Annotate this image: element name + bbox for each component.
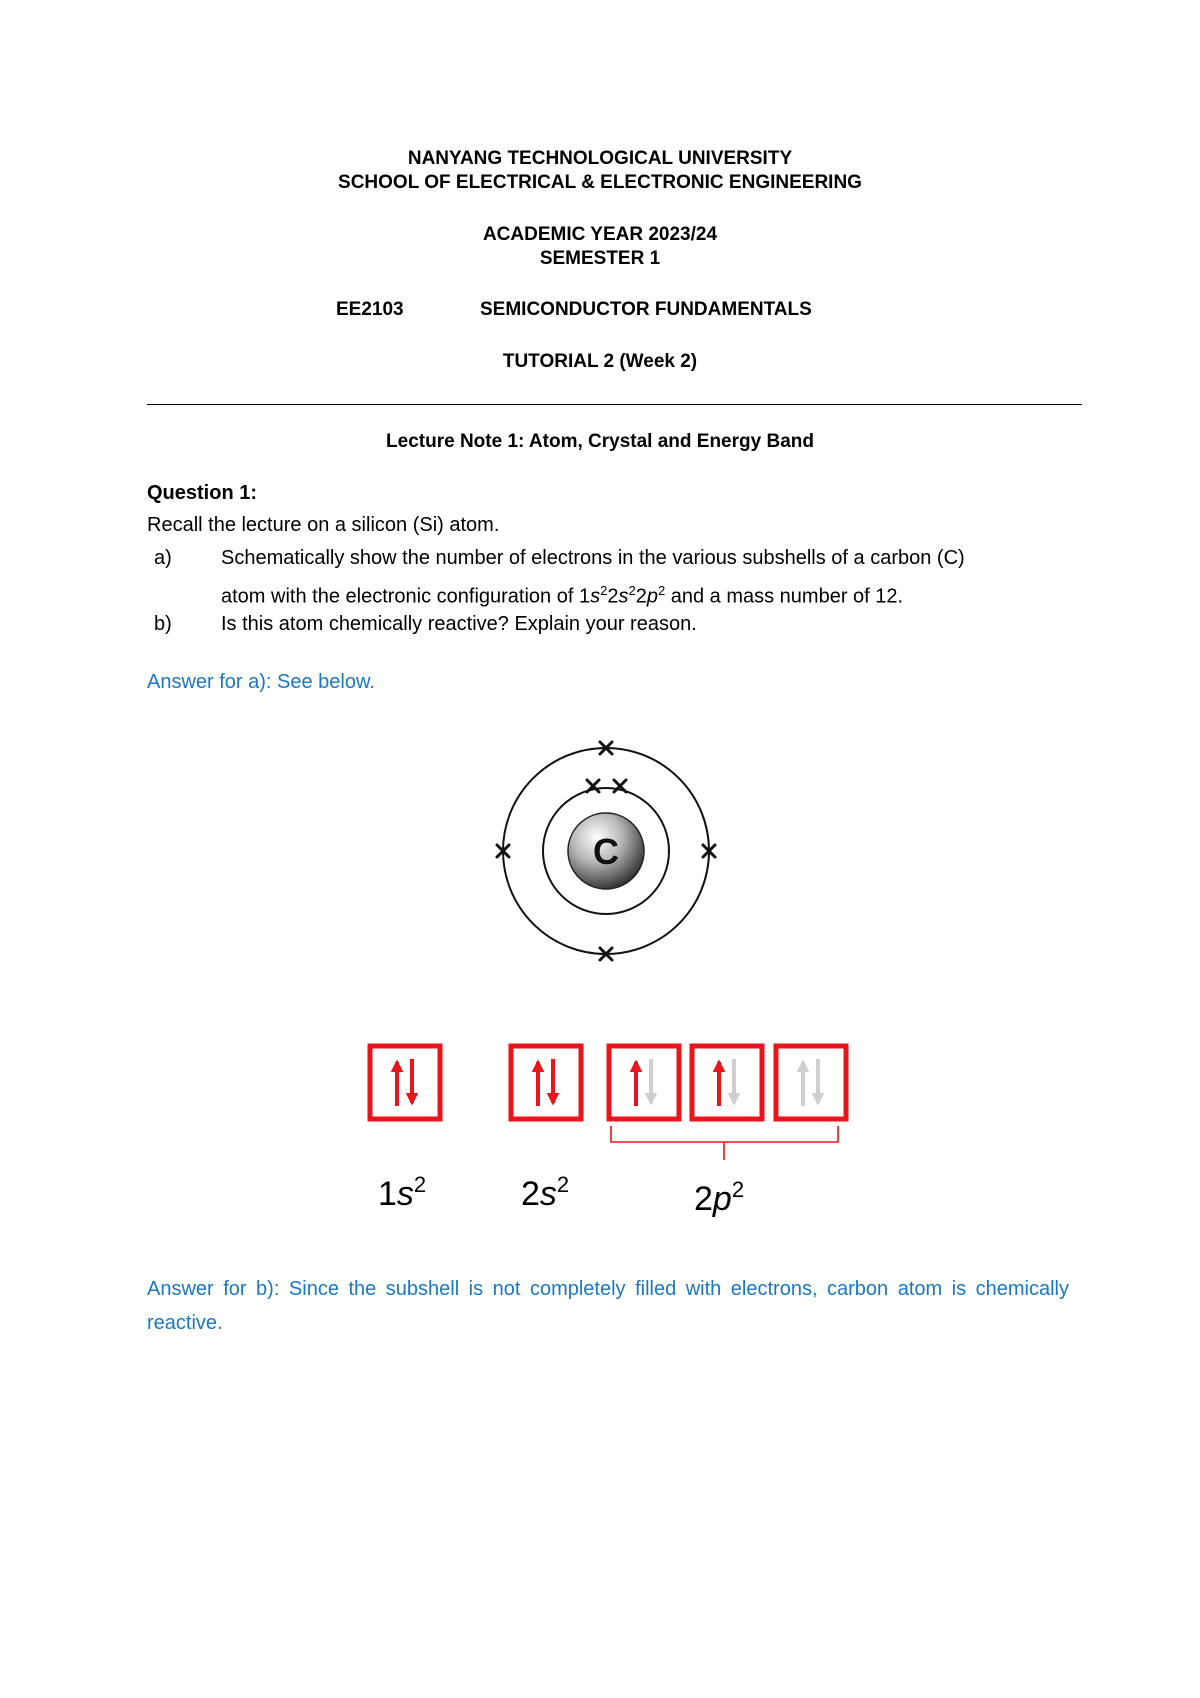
orbital-box-2s <box>511 1046 581 1119</box>
orbital-box-2p-3 <box>776 1046 846 1119</box>
university-name: NANYANG TECHNOLOGICAL UNIVERSITY <box>407 148 793 169</box>
part-b-line1: Is this atom chemically reactive? Explain your reason. <box>221 613 697 635</box>
lecture-note-title: Lecture Note 1: Atom, Crystal and Energy Band <box>386 431 814 452</box>
academic-year: ACADEMIC YEAR 2023/24 <box>482 224 718 245</box>
question-intro: Recall the lecture on a silicon (Si) atom. <box>147 514 500 536</box>
question-title: Question 1: <box>147 482 258 504</box>
part-a-line1: Schematically show the number of electrons in the various subshells of a carbon (C) <box>221 547 965 569</box>
part-a-line2: atom with the electronic configuration of $1s^22s^22p^2$ and a mass number of 12. <box>221 583 904 608</box>
orbital-box-1s <box>370 1046 440 1119</box>
label-2s: $2s^2$ <box>521 1172 570 1213</box>
part-a-line2-start: atom with the electronic configuration of 1 <box>221 585 591 608</box>
semester: SEMESTER 1 <box>539 248 661 269</box>
part-b-marker: b) <box>154 613 172 635</box>
nucleus-label: C <box>593 831 619 872</box>
orbital-box-2p-1 <box>609 1046 679 1119</box>
answer-a: Answer for a): See below. <box>147 671 375 693</box>
course-code: EE2103 <box>336 299 404 320</box>
school-name: SCHOOL OF ELECTRICAL & ELECTRONIC ENGINEERING <box>338 172 862 193</box>
part-a-marker: a) <box>154 547 172 569</box>
2p-brace <box>611 1126 838 1160</box>
part-a-line2-end: and a mass number of 12. <box>665 585 904 608</box>
label-2p: $2p^2$ <box>694 1177 745 1218</box>
answer-b: Answer for b): Since the subshell is not completely filled with electrons, carbon atom is chemically reactive. <box>147 1278 1069 1334</box>
tutorial-title: TUTORIAL 2 (Week 2) <box>502 351 698 372</box>
course-name: SEMICONDUCTOR FUNDAMENTALS <box>480 299 812 320</box>
label-1s: $1s^2$ <box>378 1172 427 1213</box>
orbital-box-2p-2 <box>692 1046 762 1119</box>
